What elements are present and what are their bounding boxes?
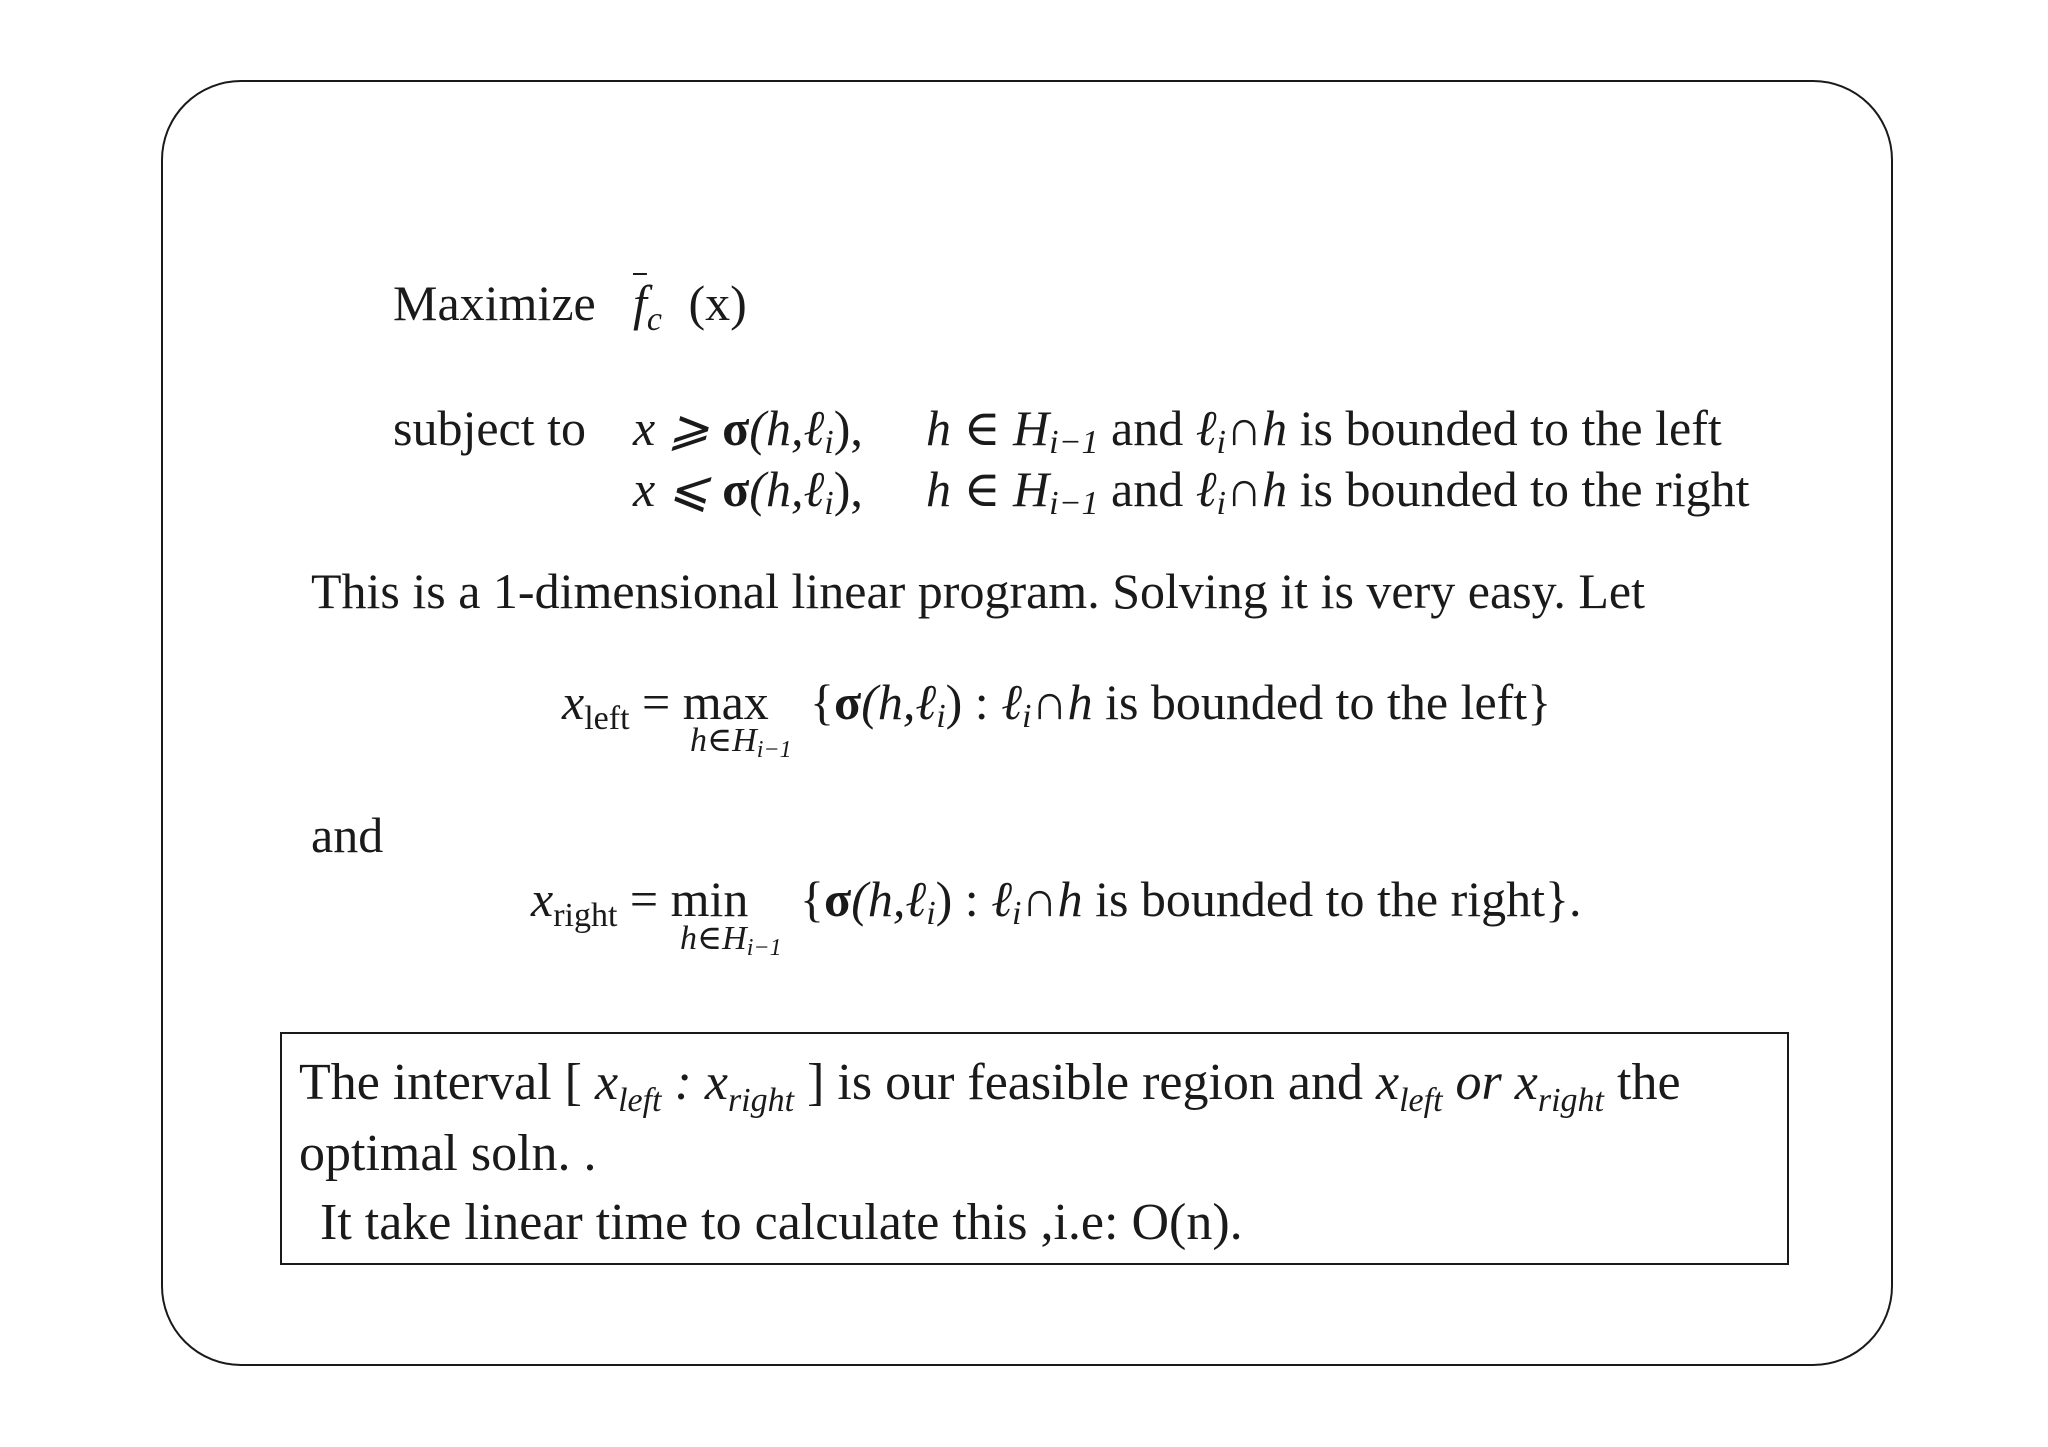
xright-equation: $x_{right} = \min$ — [531, 871, 749, 934]
xleft-equation: $x_{left} = \max$ — [562, 674, 769, 737]
xright-set: {σ(h,ℓi) : ℓi∩h is bounded to the right}. — [800, 871, 1582, 932]
constraint-right-condition: h ∈ Hi−1 and ℓi∩h is bounded to the right — [926, 461, 1750, 522]
note-line-1: The interval [ $x_{left}$ : $x_{right}$ ] is our feasible region and $x_{left}$ or $x_{right}$ the — [299, 1054, 1681, 1119]
constraint-right: x ⩽ σ(h,ℓi), — [633, 461, 863, 522]
intro-sentence: This is a 1-dimensional linear program. Solving it is very easy. Let — [311, 563, 1645, 619]
note-line-2: optimal soln. . — [299, 1125, 597, 1182]
note-box — [280, 1032, 1789, 1265]
subject-to-label: subject to — [393, 400, 587, 456]
and-word: and — [311, 807, 384, 863]
xleft-set: {σ(h,ℓi) : ℓi∩h is bounded to the left} — [810, 674, 1552, 735]
maximize-label: Maximize — [393, 275, 596, 331]
xleft-limit: h∈Hi−1 — [690, 722, 792, 763]
constraint-left: x ⩾ σ(h,ℓi), — [633, 400, 863, 461]
objective-function: $\overline{f}_{c⃗}(x)$ — [633, 275, 747, 338]
note-line-3: It take linear time to calculate this ,i.e: O(n). — [320, 1194, 1243, 1251]
constraint-left-condition: h ∈ Hi−1 and ℓi∩h is bounded to the left — [926, 400, 1722, 461]
xright-limit: h∈Hi−1 — [680, 920, 782, 961]
